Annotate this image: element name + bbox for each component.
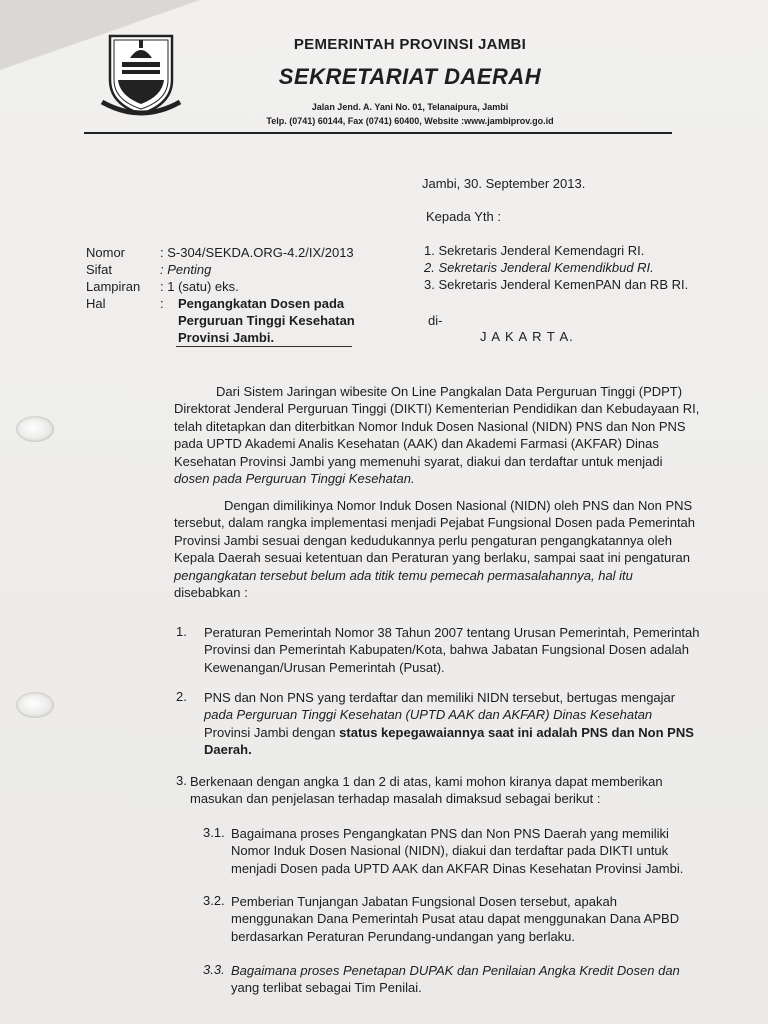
jambi-crest-logo [100, 28, 182, 120]
lampiran-label: Lampiran [86, 279, 141, 294]
letterhead-rule [84, 132, 672, 134]
hal-line-2: Perguruan Tinggi Kesehatan [178, 313, 355, 328]
paragraph-2 [174, 497, 696, 601]
item2-bold-b: Daerah. [204, 742, 252, 758]
sifat-value: : Penting [160, 262, 212, 277]
header-secretariat: SEKRETARIAT DAERAH [278, 64, 542, 89]
header-government: PEMERINTAH PROVINSI JAMBI [293, 36, 527, 53]
item-3-number: 3. [176, 773, 187, 788]
p2-line-1: Dengan dimilikinya Nomor Induk Dosen Nasional (NIDN) oleh PNS dan Non PNS [224, 498, 693, 513]
hal-label: Hal [86, 296, 106, 311]
p2-line-2: tersebut, dalam rangka implementasi menjadi Pejabat Fungsional Dosen pada Pemerintah [174, 515, 696, 531]
item3-line-1: Berkenaan dengan angka 1 dan 2 di atas, kami mohon kiranya dapat memberikan [190, 774, 663, 789]
sub-3-2 [231, 893, 680, 945]
recipient-city: J A K A R T A. [480, 329, 574, 344]
sub2-line-3: berdasarkan Peraturan Perundang-undangan yang berlaku. [231, 928, 576, 944]
sub2-line-2: menggunakan Dana Pemerintah Pusat atau dapat menggunakan Dana APBD [231, 911, 680, 927]
item2-bold-a: status kepegawaiannya saat ini adalah PNS dan Non PNS [339, 724, 694, 740]
sub-3-2-number: 3.2. [203, 893, 225, 908]
sub1-line-2: Nomor Induk Dosen Nasional (NIDN), diakui dan terdaftar pada DIKTI untuk [231, 843, 669, 859]
p2-line-5: pengangkatan tersebut belum ada titik temu pemecah permasalahannya, hal itu [174, 567, 633, 583]
hal-line-3: Provinsi Jambi. [178, 330, 275, 345]
recipient-3: 3. Sekretaris Jenderal KemenPAN dan RB RI. [424, 277, 689, 292]
item2-line-3: Provinsi Jambi dengan [204, 724, 336, 740]
p2-line-4: Kepala Daerah sesuai ketentuan dan Peraturan yang berlaku, sampai saat ini pengaturan [174, 550, 691, 566]
item1-line-1: Peraturan Pemerintah Nomor 38 Tahun 2007 tentang Urusan Pemerintah, Pemerintah [204, 625, 700, 640]
hal-underline [176, 346, 352, 347]
nomor-value: : S-304/SEKDA.ORG-4.2/IX/2013 [160, 245, 354, 260]
nomor-label: Nomor [86, 245, 126, 260]
sub3-line-1: Bagaimana proses Penetapan DUPAK dan Penilaian Angka Kredit Dosen dan [231, 963, 680, 978]
header-address: Jalan Jend. A. Yani No. 01, Telanaipura, Jambi [311, 102, 509, 112]
punch-hole-top [16, 416, 54, 442]
recipient-1: 1. Sekretaris Jenderal Kemendagri RI. [424, 243, 645, 258]
p1-line-3: telah ditetapkan dan diterbitkan Nomor Induk Dosen Nasional (NIDN) PNS dan Non PNS [174, 418, 686, 434]
sub-3-3 [231, 962, 680, 997]
p1-line-2: Direktorat Jenderal Perguruan Tinggi (DIKTI) Kementerian Pendidikan dan Kebudayaan RI, [174, 401, 700, 417]
sub3-line-2: yang terlibat sebagai Tim Penilai. [231, 980, 422, 996]
punch-hole-bottom [16, 692, 54, 718]
sub-3-1 [231, 825, 684, 877]
sub-3-1-number: 3.1. [203, 825, 225, 840]
recipient-di: di- [428, 313, 443, 328]
item-2-number: 2. [176, 689, 187, 704]
item1-line-3: Kewenangan/Urusan Pemerintah (Pusat). [204, 659, 445, 675]
lampiran-value: : 1 (satu) eks. [160, 279, 239, 294]
sub-3-3-number: 3.3. [203, 962, 225, 977]
item-1 [204, 624, 700, 676]
kepada-yth: Kepada Yth : [426, 209, 501, 224]
item2-line-1: PNS dan Non PNS yang terdaftar dan memiliki NIDN tersebut, bertugas mengajar [204, 690, 676, 705]
item-3 [190, 773, 672, 808]
hal-line-1: Pengangkatan Dosen pada [178, 296, 345, 311]
sub1-line-3: menjadi Dosen pada UPTD AAK dan AKFAR Dinas Kesehatan Provinsi Jambi. [231, 860, 684, 876]
sifat-label: Sifat [86, 262, 113, 277]
p1-line-5: Kesehatan Provinsi Jambi yang memenuhi syarat, diakui dan terdaftar untuk menjadi [174, 453, 663, 469]
item-1-number: 1. [176, 624, 187, 639]
p2-line-6: disebabkan : [174, 585, 248, 601]
p2-line-3: Provinsi Jambi sesuai dengan kedudukannya perlu pengaturan pengangkatannya oleh [174, 532, 672, 548]
letter-date: Jambi, 30. September 2013. [422, 176, 586, 191]
item2-line-2: pada Perguruan Tinggi Kesehatan (UPTD AAK dan AKFAR) Dinas Kesehatan [204, 707, 653, 723]
paragraph-1 [174, 383, 700, 487]
item3-line-2: masukan dan penjelasan terhadap masalah dimaksud sebagai berikut : [190, 791, 601, 807]
p1-line-4: pada UPTD Akademi Analis Kesehatan (AAK) dan Akademi Farmasi (AKFAR) Dinas [174, 436, 659, 452]
sub2-line-1: Pemberian Tunjangan Jabatan Fungsional Dosen tersebut, apakah [231, 894, 617, 909]
header-contact: Telp. (0741) 60144, Fax (0741) 60400, Website :www.jambiprov.go.id [266, 116, 554, 126]
item1-line-2: Provinsi dan Pemerintah Kabupaten/Kota, bahwa Jabatan Fungsional Dosen adalah [204, 642, 689, 658]
p1-line-6: dosen pada Perguruan Tinggi Kesehatan. [174, 471, 415, 487]
item-2 [204, 689, 694, 759]
hal-colon: : [160, 296, 164, 311]
recipient-2: 2. Sekretaris Jenderal Kemendikbud RI. [424, 260, 654, 275]
sub1-line-1: Bagaimana proses Pengangkatan PNS dan Non PNS Daerah yang memiliki [231, 826, 669, 841]
p1-line-1: Dari Sistem Jaringan wibesite On Line Pangkalan Data Perguruan Tinggi (PDPT) [216, 384, 683, 399]
